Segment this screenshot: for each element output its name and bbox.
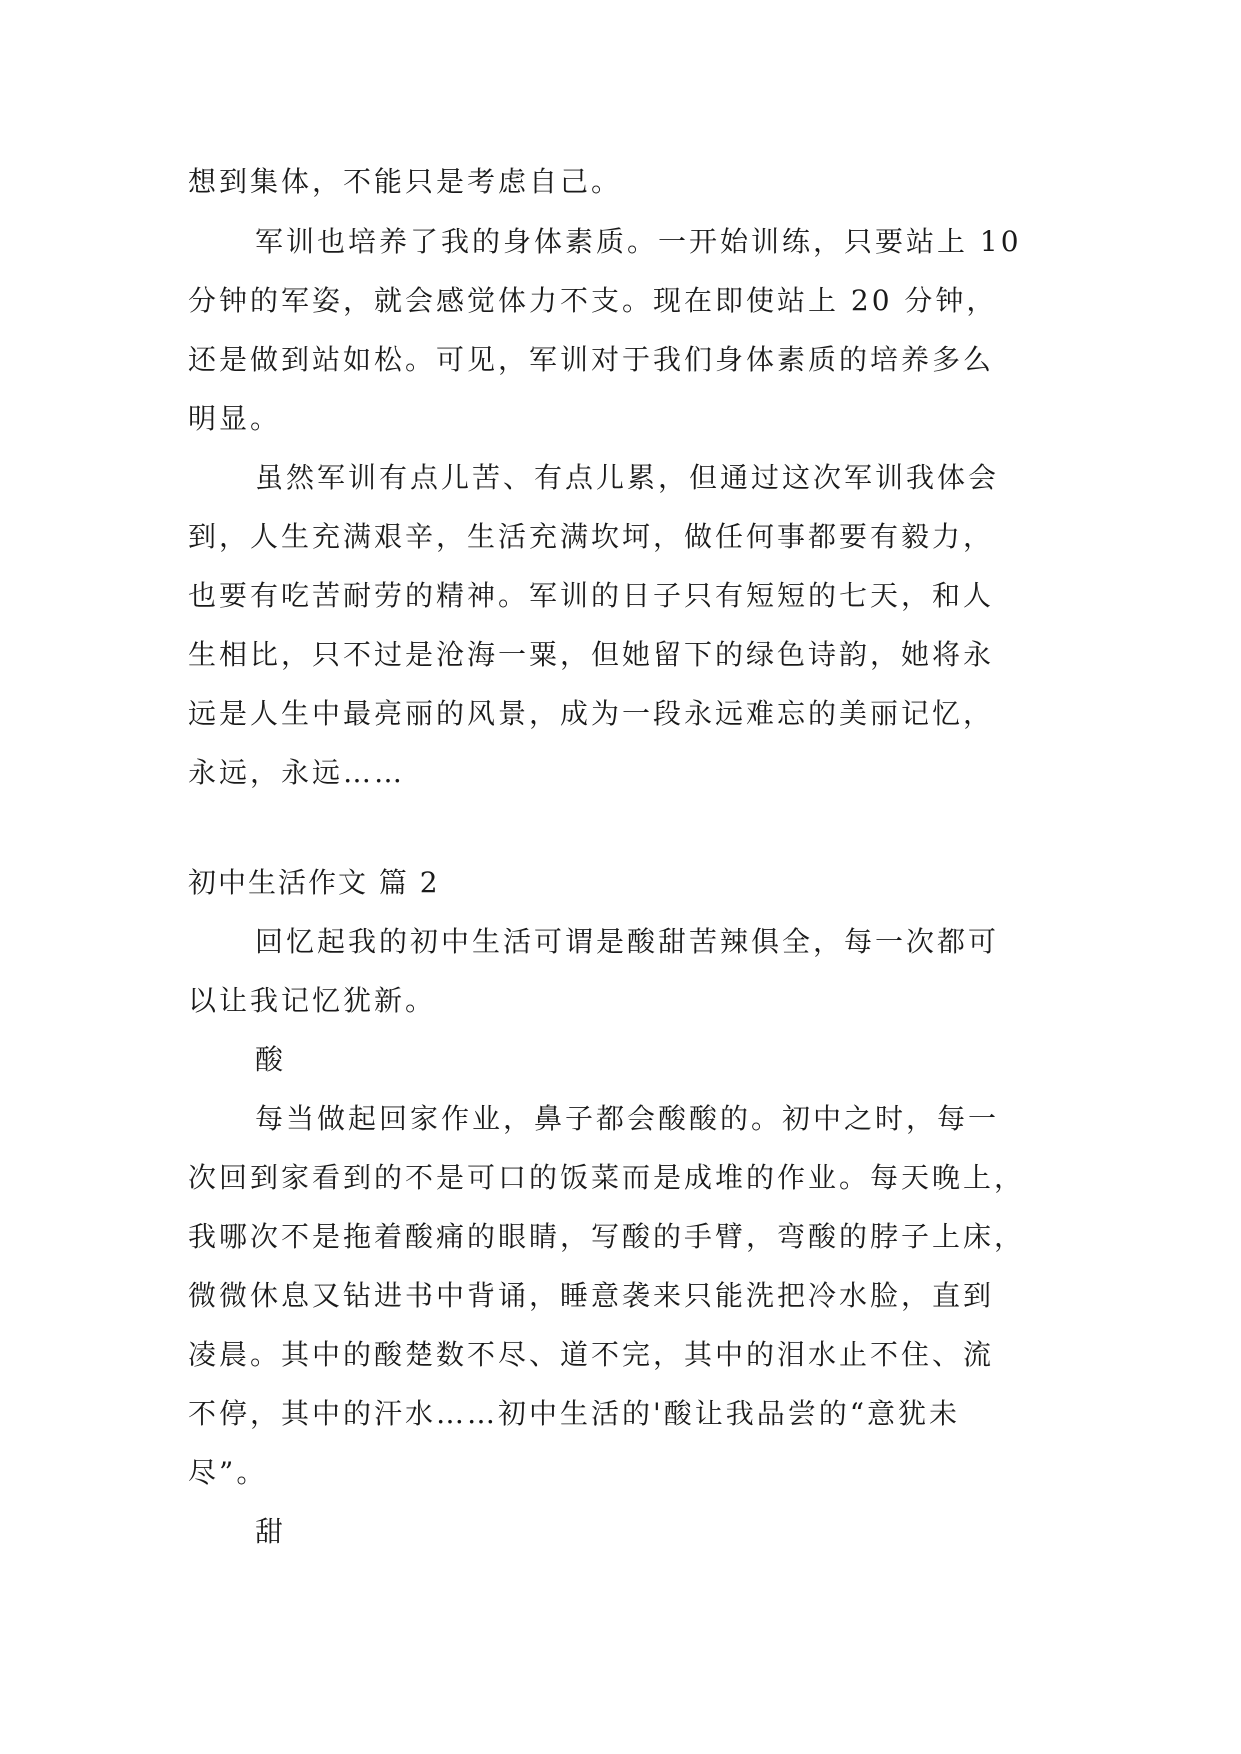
subheading-sweet: 甜 [255, 1515, 287, 1548]
paragraph-line: 虽然军训有点儿苦、有点儿累，但通过这次军训我体会 [255, 461, 1000, 494]
section-heading: 初中生活作文 篇 2 [188, 866, 440, 899]
paragraph-line: 回忆起我的初中生活可谓是酸甜苦辣俱全，每一次都可 [255, 925, 1000, 958]
paragraph-line: 想到集体，不能只是考虑自己。 [188, 165, 623, 198]
paragraph-line: 尽”。 [188, 1456, 268, 1489]
subheading-sour: 酸 [255, 1043, 287, 1076]
paragraph-line: 永远，永远…… [188, 756, 406, 789]
paragraph-line: 以让我记忆犹新。 [188, 984, 437, 1017]
paragraph-line: 我哪次不是拖着酸痛的眼睛，写酸的手臂，弯酸的脖子上床， [188, 1220, 1026, 1253]
paragraph-line: 分钟的军姿，就会感觉体力不支。现在即使站上 20 分钟， [188, 284, 998, 317]
paragraph-line: 不停，其中的汗水……初中生活的'酸让我品尝的“意犹未 [188, 1397, 961, 1430]
paragraph-line: 每当做起回家作业，鼻子都会酸酸的。初中之时，每一 [255, 1102, 1000, 1135]
paragraph-line: 明显。 [188, 402, 282, 435]
paragraph-line: 军训也培养了我的身体素质。一开始训练，只要站上 10 [255, 225, 1022, 258]
paragraph-line: 也要有吃苦耐劳的精神。军训的日子只有短短的七天，和人 [188, 579, 995, 612]
paragraph-line: 凌晨。其中的酸楚数不尽、道不完，其中的泪水止不住、流 [188, 1338, 995, 1371]
paragraph-line: 远是人生中最亮丽的风景，成为一段永远难忘的美丽记忆， [188, 697, 995, 730]
paragraph-line: 微微休息又钻进书中背诵，睡意袭来只能洗把冷水脸，直到 [188, 1279, 995, 1312]
paragraph-line: 生相比，只不过是沧海一粟，但她留下的绿色诗韵，她将永 [188, 638, 995, 671]
paragraph-line: 到，人生充满艰辛，生活充满坎坷，做任何事都要有毅力， [188, 520, 995, 553]
paragraph-line: 次回到家看到的不是可口的饭菜而是成堆的作业。每天晚上， [188, 1161, 1026, 1194]
paragraph-line: 还是做到站如松。可见，军训对于我们身体素质的培养多么 [188, 343, 995, 376]
